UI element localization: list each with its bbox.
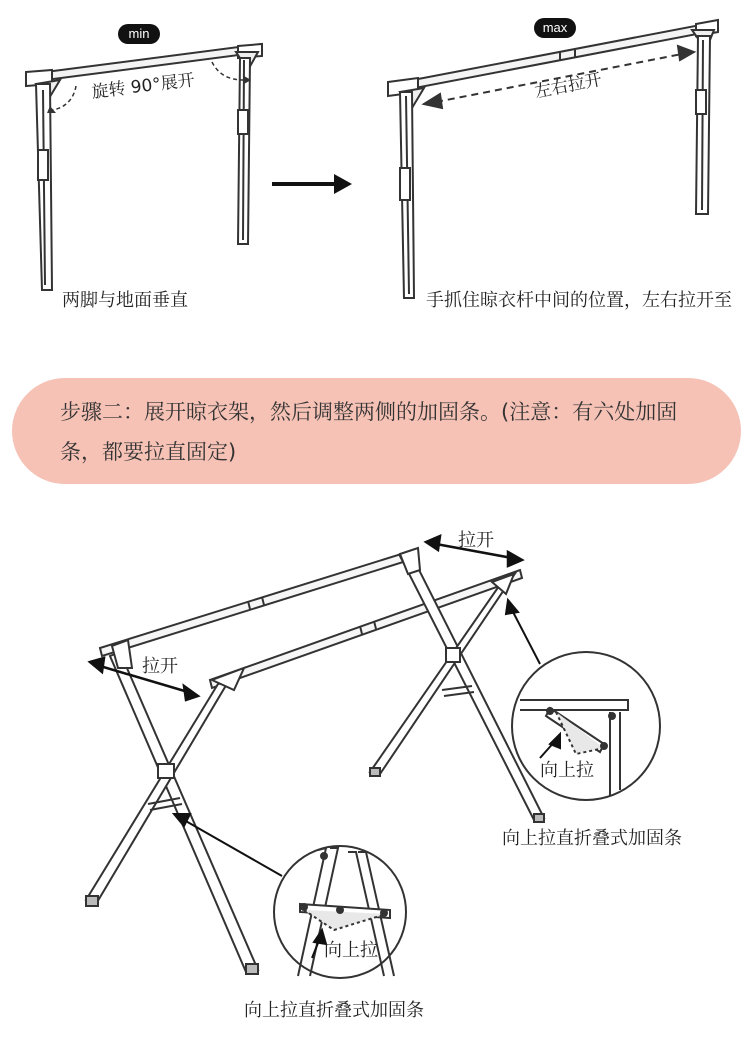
pull-up-label-bottom: 向上拉 <box>324 940 378 961</box>
right-caption: 手抓住晾衣杆中间的位置，左右拉开至 <box>426 290 732 311</box>
step2-banner-text: 步骤二：展开晾衣架，然后调整两侧的加固条。(注意：有六处加固条，都要拉直固定) <box>60 400 678 464</box>
pull-apart-label-top: 拉开 <box>458 530 494 551</box>
stretch-note: 左右拉开 <box>532 69 604 103</box>
caption-bottom: 向上拉直折叠式加固条 <box>244 1000 424 1021</box>
caption-right: 向上拉直折叠式加固条 <box>502 828 682 849</box>
pull-apart-label-left: 拉开 <box>142 656 178 677</box>
left-caption: 两脚与地面垂直 <box>62 290 188 311</box>
pull-up-label-right: 向上拉 <box>540 760 594 781</box>
rotate-note: 旋转 90°展开 <box>90 70 196 103</box>
detail-pointers <box>174 600 540 876</box>
min-badge: min <box>118 24 160 44</box>
max-badge: max <box>534 18 576 38</box>
